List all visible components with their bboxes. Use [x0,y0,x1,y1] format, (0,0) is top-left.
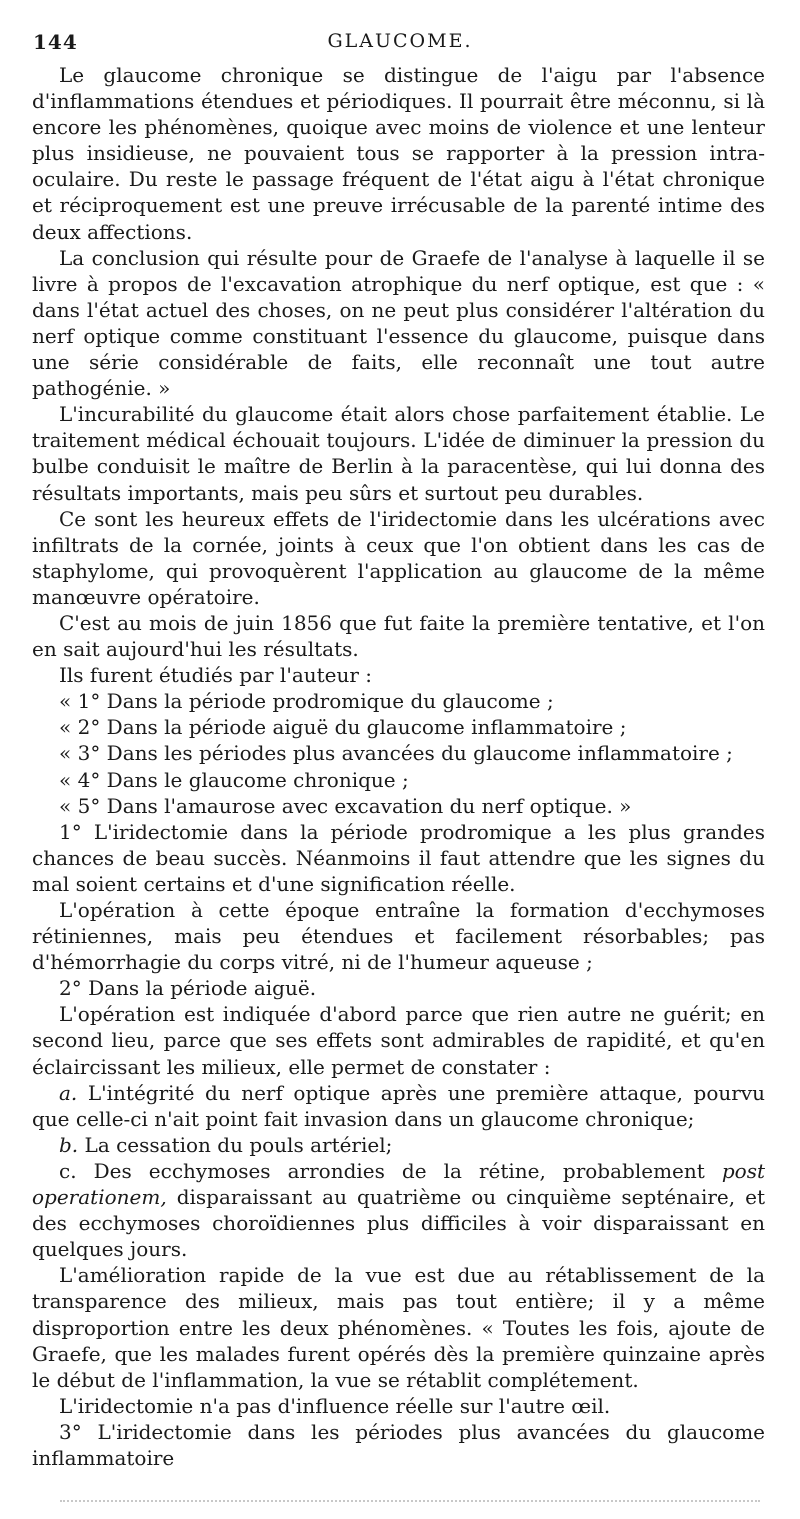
bottom-bleed-through-line [60,1500,760,1504]
section-1-paragraph: 1° L'iridectomie dans la période prodromique a les plus grandes chances de beau succès. Néanmoins il faut attendre que les signes du mal soient certains et d'une signification réelle. [32,819,765,896]
list-item: « 3° Dans les périodes plus avancées du glaucome inflammatoire ; [59,741,733,766]
section-2-item-a [32,1080,765,1132]
item-text: L'intégrité du nerf optique après une première attaque, pourvu que celle-ci n'ait point fait invasion dans un glaucome chronique; [32,1080,766,1131]
paragraph: C'est au mois de juin 1856 que fut faite la première tentative, et l'on en sait aujourd'hui les résultats. [32,610,765,662]
section-2-paragraph: L'amélioration rapide de la vue est due au rétablissement de la transparence des milieux, mais pas tout entière; il y a même disproportion entre les deux phénomènes. « Toutes les fois, ajoute de Graefe, que les malades furent opérés dès la première quinzaine après le début de l'inflammation, la vue se rétablit complétement. [32,1263,765,1392]
paragraph: L'incurabilité du glaucome était alors chose parfaitement établie. Le traitement médical échouait toujours. L'idée de diminuer la pression du bulbe conduisit le maître de Berlin à la paracentèse, qui lui donna des résultats importants, mais peu sûrs et surtout peu durables. [32,402,765,505]
paragraph: La conclusion qui résulte pour de Graefe de l'analyse à laquelle il se livre à propos de l'excavation atrophique du nerf optique, est que : « dans l'état actuel des choses, on ne peut plus considérer l'altération du nerf optique comme constituant l'essence du glaucome, puisque dans une série considérable de faits, elle reconnaît une tout autre pathogénie. » [32,245,765,401]
section-3-heading: 3° L'iridectomie dans les périodes plus avancées du glaucome inflammatoire [32,1419,765,1470]
item-text: disparaissant au quatrième ou cinquième septénaire, et des ecchymoses choroïdiennes plus difficiles à voir disparaissant en quelques jours. [32,1185,765,1262]
section-2-paragraph: L'iridectomie n'a pas d'influence réelle sur l'autre œil. [59,1393,611,1418]
section-2-heading: 2° Dans la période aiguë. [59,976,317,1001]
list-item: « 5° Dans l'amaurose avec excavation du nerf optique. » [59,793,632,818]
running-title: GLAUCOME. [327,30,473,52]
item-letter: b. [59,1132,79,1157]
list-item: « 4° Dans le glaucome chronique ; [59,767,409,792]
body-text [32,62,765,1471]
page-number: 144 [33,30,78,54]
section-1-paragraph: L'opération à cette époque entraîne la formation d'ecchymoses rétiniennes, mais peu étendues et facilement résorbables; pas d'hémorrhagie du corps vitré, ni de l'humeur aqueuse ; [32,898,765,975]
section-2-paragraph: L'opération est indiquée d'abord parce que rien autre ne guérit; en second lieu, parce que ses effets sont admirables de rapidité, et qu'en éclaircissant les milieux, elle permet de constater : [32,1002,765,1079]
item-letter: a. [59,1080,78,1105]
list-item: « 1° Dans la période prodromique du glaucome ; [59,689,554,714]
paragraph: Le glaucome chronique se distingue de l'aigu par l'absence d'inflammations étendues et périodiques. Il pourrait être méconnu, si là encore les phénomènes, quoique avec moins de violence et une lenteur plus insidieuse, ne pouvaient tous se rapporter à la pression intra-oculaire. Du reste le passage fréquent de l'état aigu à l'état chronique et réciproquement est une preuve irrécusable de la parenté intime des deux affections. [32,63,765,244]
paragraph: Ce sont les heureux effets de l'iridectomie dans les ulcérations avec infiltrats de la cornée, joints à ceux que l'on obtient dans les cas de staphylome, qui provoquèrent l'application au glaucome de la même manœuvre opératoire. [32,506,765,609]
item-text: La cessation du pouls artériel; [84,1132,393,1157]
section-2-item-c [32,1158,765,1262]
latin-phrase: post operationem, [32,1158,765,1210]
item-letter: c. [59,1158,77,1183]
paragraph: Ils furent étudiés par l'auteur : [59,663,373,688]
list-item: « 2° Dans la période aiguë du glaucome inflammatoire ; [59,715,627,740]
section-2-item-b [32,1132,765,1158]
item-text: Des ecchymoses arrondies de la rétine, probablement [93,1158,705,1183]
page-header [30,28,765,58]
